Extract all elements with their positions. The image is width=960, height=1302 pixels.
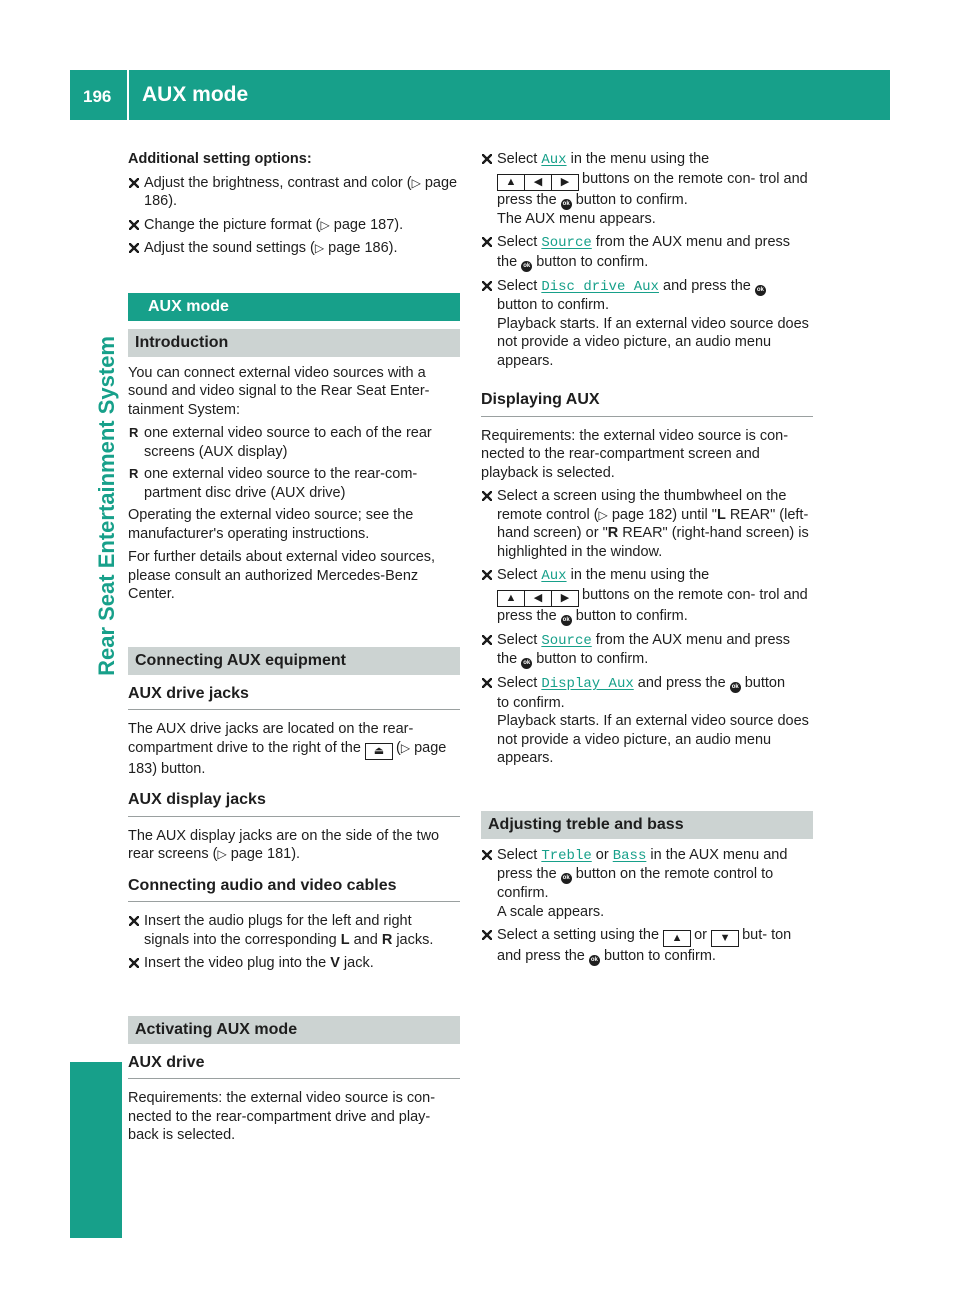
display-jacks-text: The AUX display jacks are on the side of the two rear screens (▷ page 181).: [128, 827, 440, 862]
subhead-drive-jacks: AUX drive jacks: [128, 685, 460, 711]
subhead-display-jacks: AUX display jacks: [128, 791, 460, 817]
up-arrow-key-icon: ▲: [663, 930, 691, 947]
additional-options-title: Additional setting options:: [128, 151, 312, 167]
section-introduction: Introduction: [128, 329, 460, 357]
ok-button-icon: ok: [521, 658, 532, 669]
aux-drive-requirements: Requirements: the external video source is con- nected to the rear-compartment drive and play- back is selected.: [128, 1090, 436, 1143]
page-number: 196: [83, 87, 112, 106]
intro-bullet: R one external video source to the rear-com- partment disc drive (AUX drive): [128, 465, 460, 502]
triangle-ref-icon: ▷: [411, 175, 421, 190]
triangle-ref-icon: ▷: [217, 847, 227, 861]
side-chapter-tab: [70, 336, 122, 1056]
section-aux-mode: AUX mode: [128, 293, 460, 321]
step-select-aux-display: Select Aux in the menu using the ▲ ◀ ▶ buttons on the remote con- trol and press the ok button to confirm.: [481, 566, 813, 626]
ok-button-icon: ok: [561, 873, 572, 884]
intro-paragraph: You can connect external video sources with a sound and video signal to the Rear Seat Enter- tainment System:: [128, 364, 430, 418]
section-treble-bass: Adjusting treble and bass: [481, 811, 813, 839]
ok-button-icon: ok: [561, 199, 572, 210]
menu-item-display-aux: Display Aux: [541, 676, 634, 692]
step-picture-format: Change the picture format (▷ page 187).: [128, 216, 460, 235]
step-select-screen: Select a screen using the thumbwheel on the remote control (▷ page 182) until "L REAR" (left-hand screen) or "R REAR" (right-hand screen) is highlighted in the window.: [481, 487, 813, 561]
step-select-aux: Select Aux in the menu using the ▲ ◀ ▶ buttons on the remote con- trol and press the ok button to confirm. The AUX menu appears.: [481, 150, 813, 228]
up-arrow-key-icon: ▲: [497, 174, 525, 191]
step-sound-settings: Adjust the sound settings (▷ page 186).: [128, 239, 460, 258]
ok-button-icon: ok: [730, 682, 741, 693]
right-arrow-key-icon: ▶: [551, 590, 579, 607]
side-chapter-label: Rear Seat Entertainment System: [94, 336, 119, 676]
left-column: [128, 150, 460, 1150]
side-chapter-block: [70, 1062, 122, 1238]
step-select-source-display: Select Source from the AUX menu and press the ok button to confirm.: [481, 631, 813, 670]
ok-button-icon: ok: [589, 955, 600, 966]
step-video-plug: Insert the video plug into the V jack.: [128, 954, 460, 973]
triangle-ref-icon: ▷: [598, 507, 608, 522]
subhead-displaying-aux: Displaying AUX: [481, 391, 813, 417]
displaying-requirements: Requirements: the external video source is con- nected to the rear-compartment screen and playback is selected.: [481, 427, 789, 481]
menu-item-aux: Aux: [541, 568, 567, 584]
step-select-disc-drive: Select Disc drive Aux and press the ok button to confirm. Playback starts. If an external video source does not provide a video picture, an audio menu appears.: [481, 277, 813, 371]
page-title: AUX mode: [142, 83, 249, 106]
page-header: [70, 70, 890, 120]
step-audio-plugs: Insert the audio plugs for the left and right signals into the corresponding L and R jacks.: [128, 912, 460, 949]
ok-button-icon: ok: [755, 285, 766, 296]
subhead-aux-drive: AUX drive: [128, 1054, 460, 1080]
drive-jacks-text: The AUX drive jacks are located on the rear- compartment drive to the right of the ⏏ (▷ page 183) button.: [128, 721, 447, 777]
triangle-ref-icon: ▷: [314, 241, 325, 255]
step-select-display-aux: Select Display Aux and press the ok button to confirm. Playback starts. If an external video source does not provide a video picture, an audio menu appears.: [481, 674, 813, 768]
section-connecting-equipment: Connecting AUX equipment: [128, 647, 460, 675]
operating-paragraph: Operating the external video source; see the manufacturer's operating instructions.: [128, 507, 414, 542]
triangle-ref-icon: ▷: [400, 740, 411, 755]
step-brightness: Adjust the brightness, contrast and color (▷ page 186).: [128, 174, 460, 211]
down-arrow-key-icon: ▼: [711, 930, 739, 947]
triangle-ref-icon: ▷: [320, 217, 330, 232]
section-activating: Activating AUX mode: [128, 1016, 460, 1044]
eject-icon: ⏏: [365, 743, 393, 760]
step-select-source: Select Source from the AUX menu and press the ok button to confirm.: [481, 233, 813, 272]
left-arrow-key-icon: ◀: [524, 590, 552, 607]
menu-item-bass: Bass: [612, 847, 647, 864]
menu-item-treble: Treble: [541, 847, 592, 864]
menu-item-source: Source: [541, 632, 592, 649]
intro-bullet: R one external video source to each of the rear screens (AUX display): [128, 424, 460, 461]
menu-item-source: Source: [541, 235, 592, 251]
further-details-paragraph: For further details about external video sources, please consult an authorized Mercedes-Benz Center.: [128, 549, 436, 602]
right-arrow-key-icon: ▶: [551, 174, 579, 191]
right-column: [481, 150, 813, 971]
step-select-treble-bass: Select Treble or Bass in the AUX menu and press the ok button on the remote control to confirm. A scale appears.: [481, 846, 813, 922]
menu-item-disc-drive-aux: Disc drive Aux: [541, 278, 659, 295]
header-divider: [127, 70, 129, 120]
left-arrow-key-icon: ◀: [524, 174, 552, 191]
up-arrow-key-icon: ▲: [497, 590, 525, 607]
menu-item-aux: Aux: [541, 152, 567, 168]
ok-button-icon: ok: [521, 261, 532, 272]
step-select-setting: Select a setting using the ▲ or ▼ but- ton and press the ok button to confirm.: [481, 926, 813, 966]
subhead-cables: Connecting audio and video cables: [128, 877, 460, 903]
ok-button-icon: ok: [561, 615, 572, 626]
